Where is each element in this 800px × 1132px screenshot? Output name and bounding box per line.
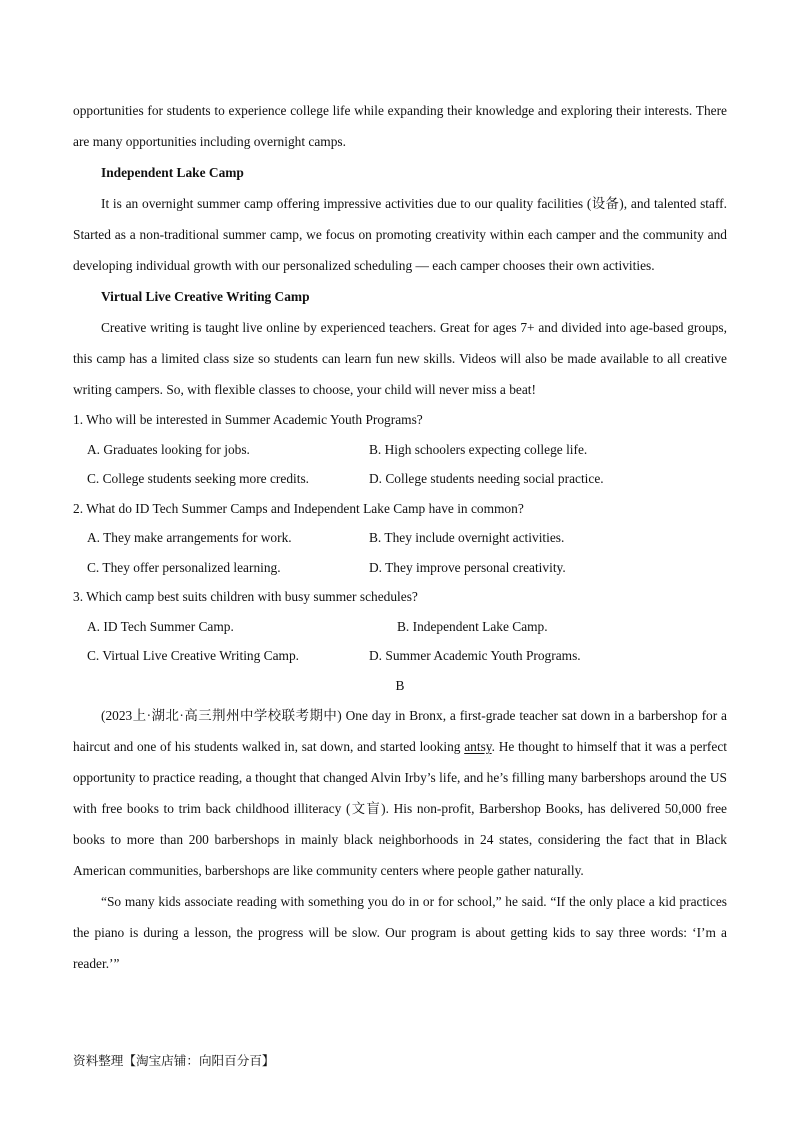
camp1-title: Independent Lake Camp <box>101 165 244 180</box>
question-2-options-row-2 <box>73 553 727 583</box>
question-2-stem: 2. What do ID Tech Summer Camps and Independent Lake Camp have in common? <box>73 500 524 516</box>
underlined-word: antsy <box>464 739 492 754</box>
question-2-option-b: B. They include overnight activities. <box>369 530 565 545</box>
question-2-option-a: A. They make arrangements for work. <box>87 530 292 545</box>
section-b-p1-after: . He thought to himself that it was a perfect opportunity to practice reading, a thought that changed Alvin Irby’s life, and he’s filling many barbershops around the US with free books to trim back childhood illiteracy (文盲). His non-profit, Barbershop Books, has delivered 50,000 free books to more than 200 barbershops in mainly black neighborhoods in 24 states, considering the fact that in Black American communities, barbershops are like community centers where people gather naturally. <box>73 739 727 878</box>
question-3-option-c: C. Virtual Live Creative Writing Camp. <box>87 648 299 663</box>
intro-paragraph: opportunities for students to experience college life while expanding their knowledge and exploring their interests. There are many opportunities including overnight camps. <box>73 103 727 149</box>
camp1-paragraph: It is an overnight summer camp offering impressive activities due to our quality facilities (设备), and talented staff. Started as a non-traditional summer camp, we focus on promoting creativity within each camper and the community and developing individual growth with our personalized scheduling — each camper chooses their own activities. <box>73 196 727 273</box>
question-1-options-row-1 <box>73 435 727 465</box>
question-1-options-row-2 <box>73 464 727 494</box>
question-3-stem: 3. Which camp best suits children with busy summer schedules? <box>73 589 418 604</box>
document-page <box>73 95 727 979</box>
question-1-option-a: A. Graduates looking for jobs. <box>87 441 250 457</box>
section-b-label: B <box>395 677 405 693</box>
question-2-options-row-1 <box>73 523 727 553</box>
question-3-option-a: A. ID Tech Summer Camp. <box>87 618 234 634</box>
footer-text: 资料整理【淘宝店铺：向阳百分百】 <box>73 1053 275 1068</box>
section-b-paragraph-2: “So many kids associate reading with something you do in or for school,” he said. “If the only place a kid practices the piano is during a lesson, the progress will be slow. Our program is about getting kids to say three words: ‘I’m a reader.’” <box>73 894 727 971</box>
question-3-option-b: B. Independent Lake Camp. <box>397 618 548 634</box>
section-b-p1-before: One day in Bronx, a first-grade teacher sat down in a barbershop for a haircut and one of his students walked in, sat down, and started looking <box>73 708 727 754</box>
question-3-options-row-1 <box>73 612 727 642</box>
question-1-option-b: B. High schoolers expecting college life. <box>369 441 588 457</box>
question-3-options-row-2 <box>73 641 727 671</box>
question-2-option-d: D. They improve personal creativity. <box>369 559 566 575</box>
question-1-option-d: D. College students needing social practice. <box>369 471 604 486</box>
question-2-option-c: C. They offer personalized learning. <box>87 559 281 575</box>
camp2-title: Virtual Live Creative Writing Camp <box>101 289 310 304</box>
section-b-source: (2023上·湖北·高三荆州中学校联考期中) <box>101 708 342 723</box>
question-3-option-d: D. Summer Academic Youth Programs. <box>369 648 581 663</box>
question-1-option-c: C. College students seeking more credits. <box>87 471 310 486</box>
camp2-paragraph: Creative writing is taught live online by experienced teachers. Great for ages 7+ and divided into age-based groups, this camp has a limited class size so students can learn fun new skills. Videos will also be made available to all creative writing campers. So, with flexible classes to choose, your child will never miss a beat! <box>73 320 727 397</box>
section-b-paragraph-1 <box>73 700 727 886</box>
question-1-stem: 1. Who will be interested in Summer Academic Youth Programs? <box>73 412 423 427</box>
